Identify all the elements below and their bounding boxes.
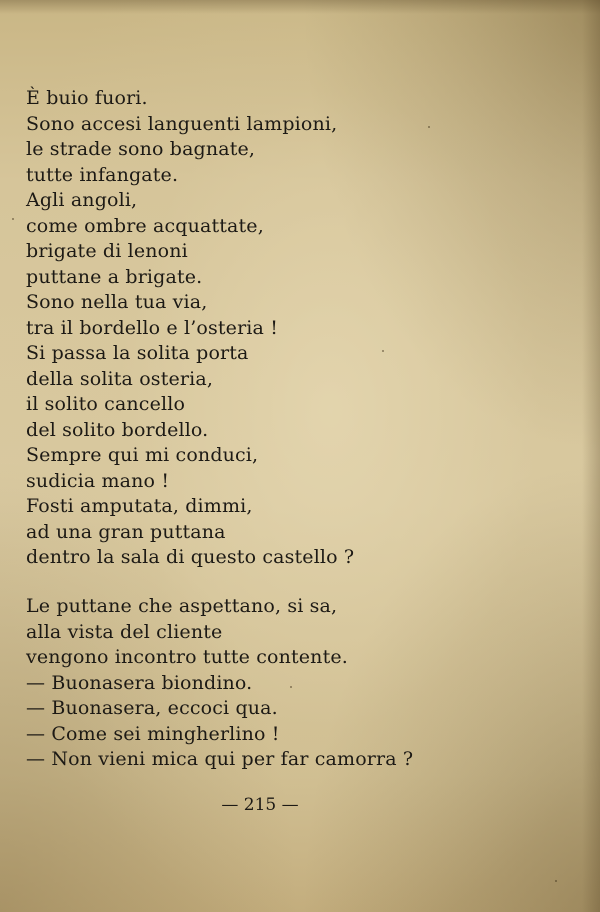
- paper-speck: [382, 350, 384, 352]
- poem-line: tra il bordello e l’osteria !: [26, 316, 278, 339]
- poem-line: sudicia mano !: [26, 469, 170, 492]
- page-number: — 215 —: [221, 795, 299, 815]
- poem-line: puttane a brigate.: [26, 265, 203, 288]
- poem-line: come ombre acquattate,: [26, 214, 264, 237]
- poem-stanza-1: [26, 86, 354, 571]
- page-right-shadow: [582, 0, 600, 912]
- poem-line: — Buonasera biondino.: [26, 671, 253, 694]
- poem-line: della solita osteria,: [26, 367, 214, 390]
- page-top-shadow: [0, 0, 600, 14]
- poem-stanza-2: [26, 594, 413, 773]
- poem-line: È buio fuori.: [26, 87, 148, 109]
- poem-line: — Buonasera, eccoci qua.: [26, 697, 278, 719]
- poem-line: tutte infangate.: [26, 163, 179, 186]
- poem-line: Sempre qui mi conduci,: [26, 444, 259, 466]
- paper-speck: [428, 126, 430, 128]
- paper-speck: [12, 218, 14, 220]
- poem-line: Sono accesi languenti lampioni,: [26, 112, 338, 135]
- poem-line: alla vista del cliente: [26, 620, 223, 643]
- paper-speck: [555, 880, 557, 882]
- poem-line: — Non vieni mica qui per far camorra ?: [26, 748, 414, 770]
- poem-line: Sono nella tua via,: [26, 291, 208, 313]
- poem-line: dentro la sala di questo castello ?: [26, 546, 355, 568]
- poem-line: brigate di lenoni: [26, 240, 188, 262]
- poem-line: vengono incontro tutte contente.: [26, 646, 348, 668]
- poem-line: Si passa la solita porta: [26, 342, 249, 364]
- poem-line: le strade sono bagnate,: [26, 138, 256, 160]
- poem-line: — Come sei mingherlino !: [26, 722, 280, 745]
- poem-line: Le puttane che aspettano, si sa,: [26, 595, 338, 617]
- poem-line: ad una gran puttana: [26, 520, 226, 543]
- poem-line: del solito bordello.: [26, 418, 209, 441]
- poem-line: il solito cancello: [26, 393, 186, 415]
- poem-line: Fosti amputata, dimmi,: [26, 495, 253, 517]
- poem-line: Agli angoli,: [26, 189, 138, 211]
